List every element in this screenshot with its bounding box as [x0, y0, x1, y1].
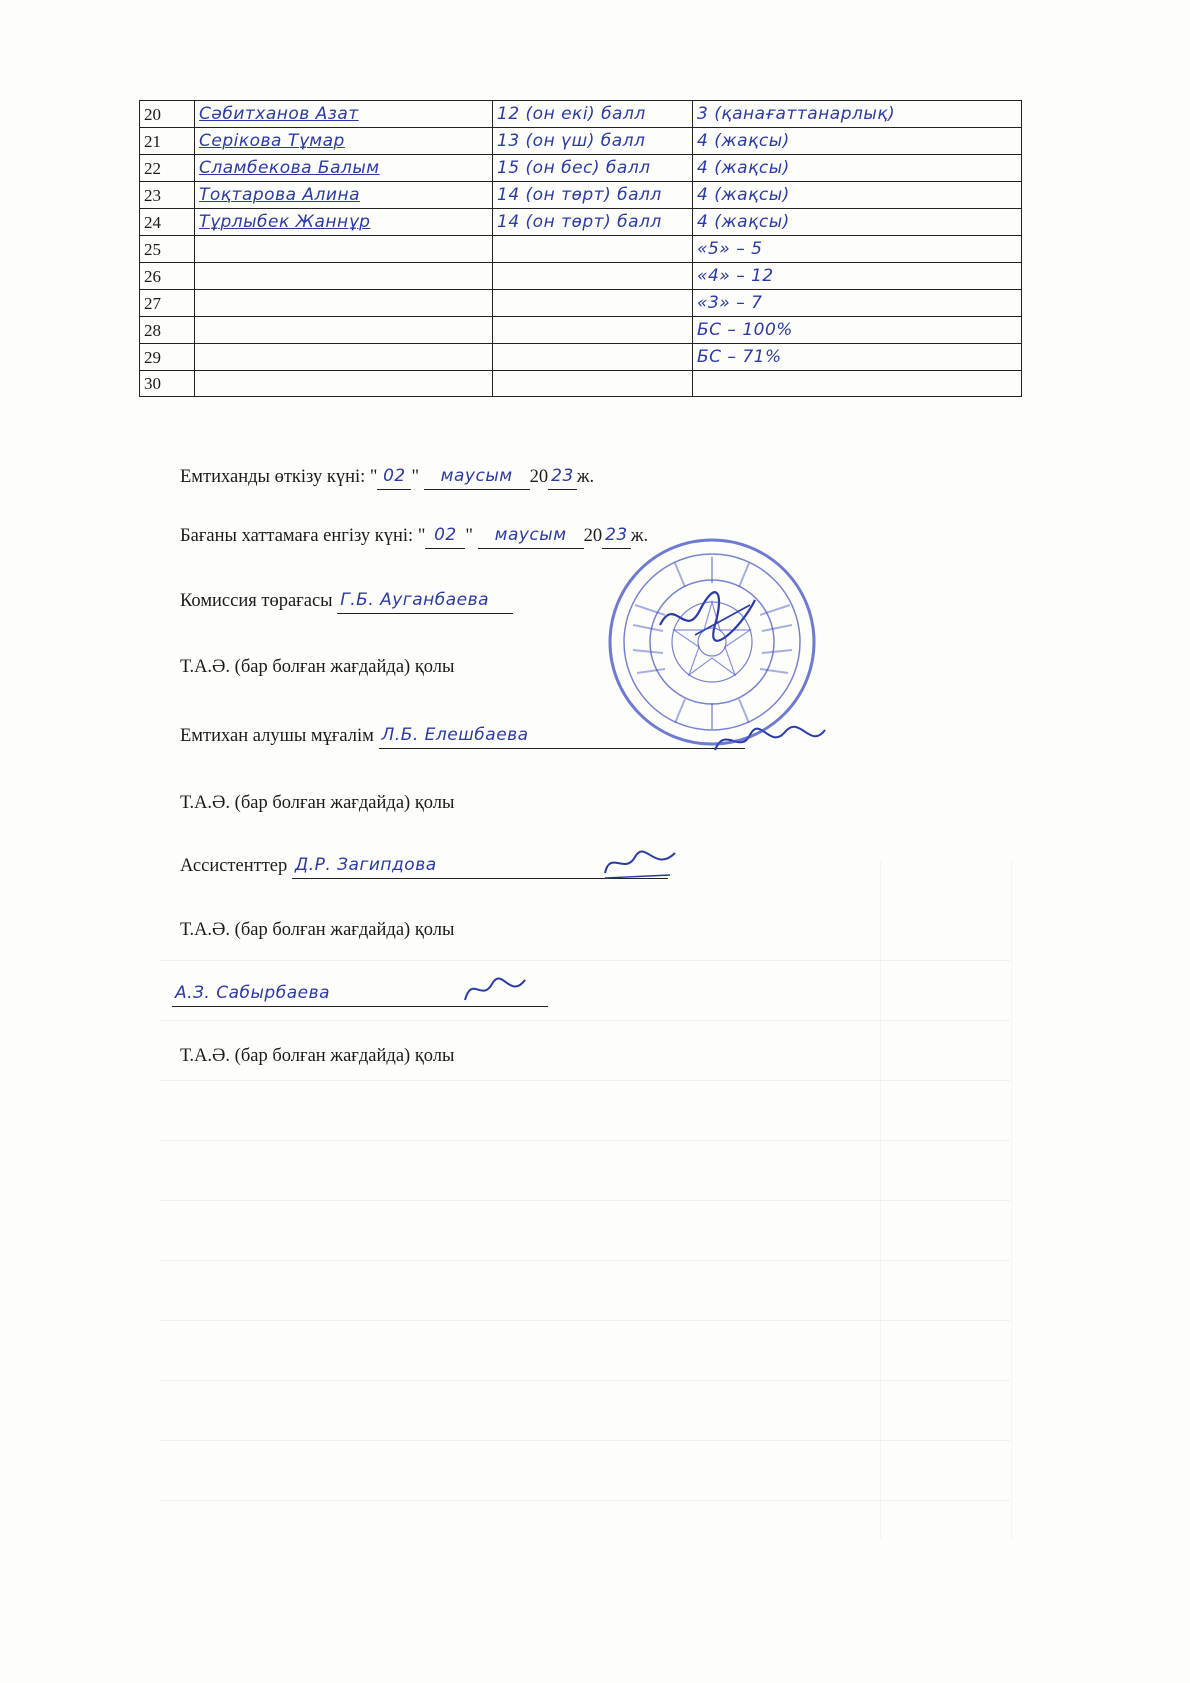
exam-date-month-field — [424, 463, 530, 490]
row-number: 29 — [140, 344, 195, 371]
grade-cell — [693, 182, 1022, 209]
student-name: Сәбитханов Азат — [199, 104, 359, 124]
grade: «4» – 12 — [697, 266, 774, 286]
student-name-cell — [195, 263, 493, 290]
grades-table-body — [140, 101, 1022, 397]
table-row — [140, 263, 1022, 290]
assistant-2-name: А.З. Сабырбаева — [175, 983, 331, 1003]
grade-cell — [693, 101, 1022, 128]
entry-date-day-field — [425, 522, 465, 549]
chair-label: Комиссия төрағасы — [180, 591, 333, 611]
grade-cell — [693, 236, 1022, 263]
student-name-cell — [195, 101, 493, 128]
score: 14 (он төрт) балл — [497, 185, 662, 205]
row-number: 20 — [140, 101, 195, 128]
grade-cell — [693, 155, 1022, 182]
score-cell — [493, 290, 693, 317]
assistant-2-line — [172, 980, 548, 1007]
score-cell — [493, 317, 693, 344]
entry-date-month: маусым — [494, 525, 567, 545]
grade: БС – 100% — [697, 320, 793, 340]
entry-date-year-prefix: 20 — [583, 526, 603, 546]
row-number: 23 — [140, 182, 195, 209]
score-cell — [493, 155, 693, 182]
score: 14 (он төрт) балл — [497, 212, 662, 232]
grade-cell — [693, 344, 1022, 371]
exam-date-day-field — [377, 463, 411, 490]
student-name-cell — [195, 128, 493, 155]
grade: БС – 71% — [697, 347, 782, 367]
row-number: 25 — [140, 236, 195, 263]
grade-cell — [693, 290, 1022, 317]
grade: 4 (жақсы) — [697, 212, 790, 232]
score-cell — [493, 101, 693, 128]
exam-date-label: Емтиханды өткізу күні: " — [180, 467, 378, 487]
score-cell — [493, 128, 693, 155]
student-name-cell — [195, 236, 493, 263]
student-name-cell — [195, 155, 493, 182]
grade-cell — [693, 317, 1022, 344]
bleed-through-line — [160, 1380, 1010, 1381]
entry-date-label: Бағаны хаттамаға енгізу күні: " — [180, 526, 426, 546]
exam-date-year-field — [548, 463, 577, 490]
entry-date-line — [180, 522, 648, 549]
grade: 4 (жақсы) — [697, 158, 790, 178]
chair-signature-caption: Т.А.Ә. (бар болған жағдайда) қолы — [180, 657, 455, 677]
student-name: Серікова Тұмар — [199, 131, 345, 151]
assistants-label: Ассистенттер — [180, 856, 288, 876]
row-number: 22 — [140, 155, 195, 182]
chair-line — [180, 587, 513, 614]
score-cell — [493, 263, 693, 290]
student-name-cell — [195, 344, 493, 371]
grade-cell — [693, 128, 1022, 155]
grade-cell — [693, 263, 1022, 290]
score: 15 (он бес) балл — [497, 158, 651, 178]
exam-date-suffix: ж. — [576, 467, 595, 487]
row-number: 27 — [140, 290, 195, 317]
exam-date-day: 02 — [383, 466, 406, 486]
student-name-cell — [195, 209, 493, 236]
score-cell — [493, 344, 693, 371]
bleed-through-line — [160, 1440, 1010, 1441]
bleed-through-line — [160, 1140, 1010, 1141]
row-number: 28 — [140, 317, 195, 344]
entry-date-month-field — [478, 522, 584, 549]
grades-table — [139, 100, 1022, 397]
student-name-cell — [195, 290, 493, 317]
grade: «5» – 5 — [697, 239, 763, 259]
teacher-label: Емтихан алушы мұғалім — [180, 726, 374, 746]
bleed-through-line — [160, 1500, 1010, 1501]
grade-cell — [693, 209, 1022, 236]
entry-date-separator: " — [465, 526, 478, 546]
bleed-through-line — [160, 1260, 1010, 1261]
table-row — [140, 371, 1022, 397]
student-name: Сламбекова Балым — [199, 158, 380, 178]
chair-name-field — [337, 587, 513, 614]
bleed-through-line — [160, 1080, 1010, 1081]
student-name-cell — [195, 317, 493, 344]
table-row — [140, 290, 1022, 317]
entry-date-day: 02 — [434, 525, 457, 545]
row-number: 26 — [140, 263, 195, 290]
assistants-line — [180, 852, 668, 879]
official-seal-stamp — [605, 535, 820, 750]
student-name: Тоқтарова Алина — [199, 185, 360, 205]
score-cell — [493, 236, 693, 263]
score: 13 (он үш) балл — [497, 131, 646, 151]
student-name-cell — [195, 371, 493, 397]
score-cell — [493, 371, 693, 397]
assistant-1-name: Д.Р. Загипдова — [294, 855, 437, 875]
grade: 4 (жақсы) — [697, 185, 790, 205]
grade: 4 (жақсы) — [697, 131, 790, 151]
exam-date-separator: " — [411, 467, 424, 487]
exam-date-year-prefix: 20 — [529, 467, 549, 487]
chair-name: Г.Б. Ауганбаева — [340, 590, 490, 610]
bleed-through-line — [160, 1200, 1010, 1201]
bleed-through-line — [160, 960, 1010, 961]
table-row — [140, 344, 1022, 371]
score-cell — [493, 209, 693, 236]
table-row — [140, 317, 1022, 344]
score: 12 (он екі) балл — [497, 104, 646, 124]
row-number: 24 — [140, 209, 195, 236]
exam-date-line — [180, 463, 594, 490]
grade: 3 (қанағаттанарлық) — [697, 104, 896, 124]
assistants-signature-caption: Т.А.Ә. (бар болған жағдайда) қолы — [180, 920, 455, 940]
grade: «3» – 7 — [697, 293, 763, 313]
table-row — [140, 155, 1022, 182]
score-cell — [493, 182, 693, 209]
table-row — [140, 101, 1022, 128]
table-row — [140, 236, 1022, 263]
entry-date-suffix: ж. — [630, 526, 649, 546]
row-number: 21 — [140, 128, 195, 155]
exam-date-year: 23 — [551, 466, 574, 486]
bleed-through-line — [160, 1320, 1010, 1321]
teacher-line — [180, 722, 745, 749]
student-name: Тұрлыбек Жаннұр — [199, 212, 371, 232]
grade-cell — [693, 371, 1022, 397]
student-name-cell — [195, 182, 493, 209]
table-row — [140, 128, 1022, 155]
teacher-name: Л.Б. Елешбаева — [381, 725, 529, 745]
assistant-2-signature-caption: Т.А.Ә. (бар болған жағдайда) қолы — [180, 1046, 455, 1066]
row-number: 30 — [140, 371, 195, 397]
teacher-signature-caption: Т.А.Ә. (бар болған жағдайда) қолы — [180, 793, 455, 813]
exam-date-month: маусым — [440, 466, 513, 486]
bleed-through-line — [160, 1020, 1010, 1021]
assistant-2-field — [172, 980, 548, 1007]
teacher-name-field — [379, 722, 745, 749]
entry-date-year-field — [602, 522, 631, 549]
entry-date-year: 23 — [605, 525, 628, 545]
chair-signature — [655, 585, 765, 645]
table-row — [140, 182, 1022, 209]
table-row — [140, 209, 1022, 236]
assistant-1-field — [292, 852, 668, 879]
